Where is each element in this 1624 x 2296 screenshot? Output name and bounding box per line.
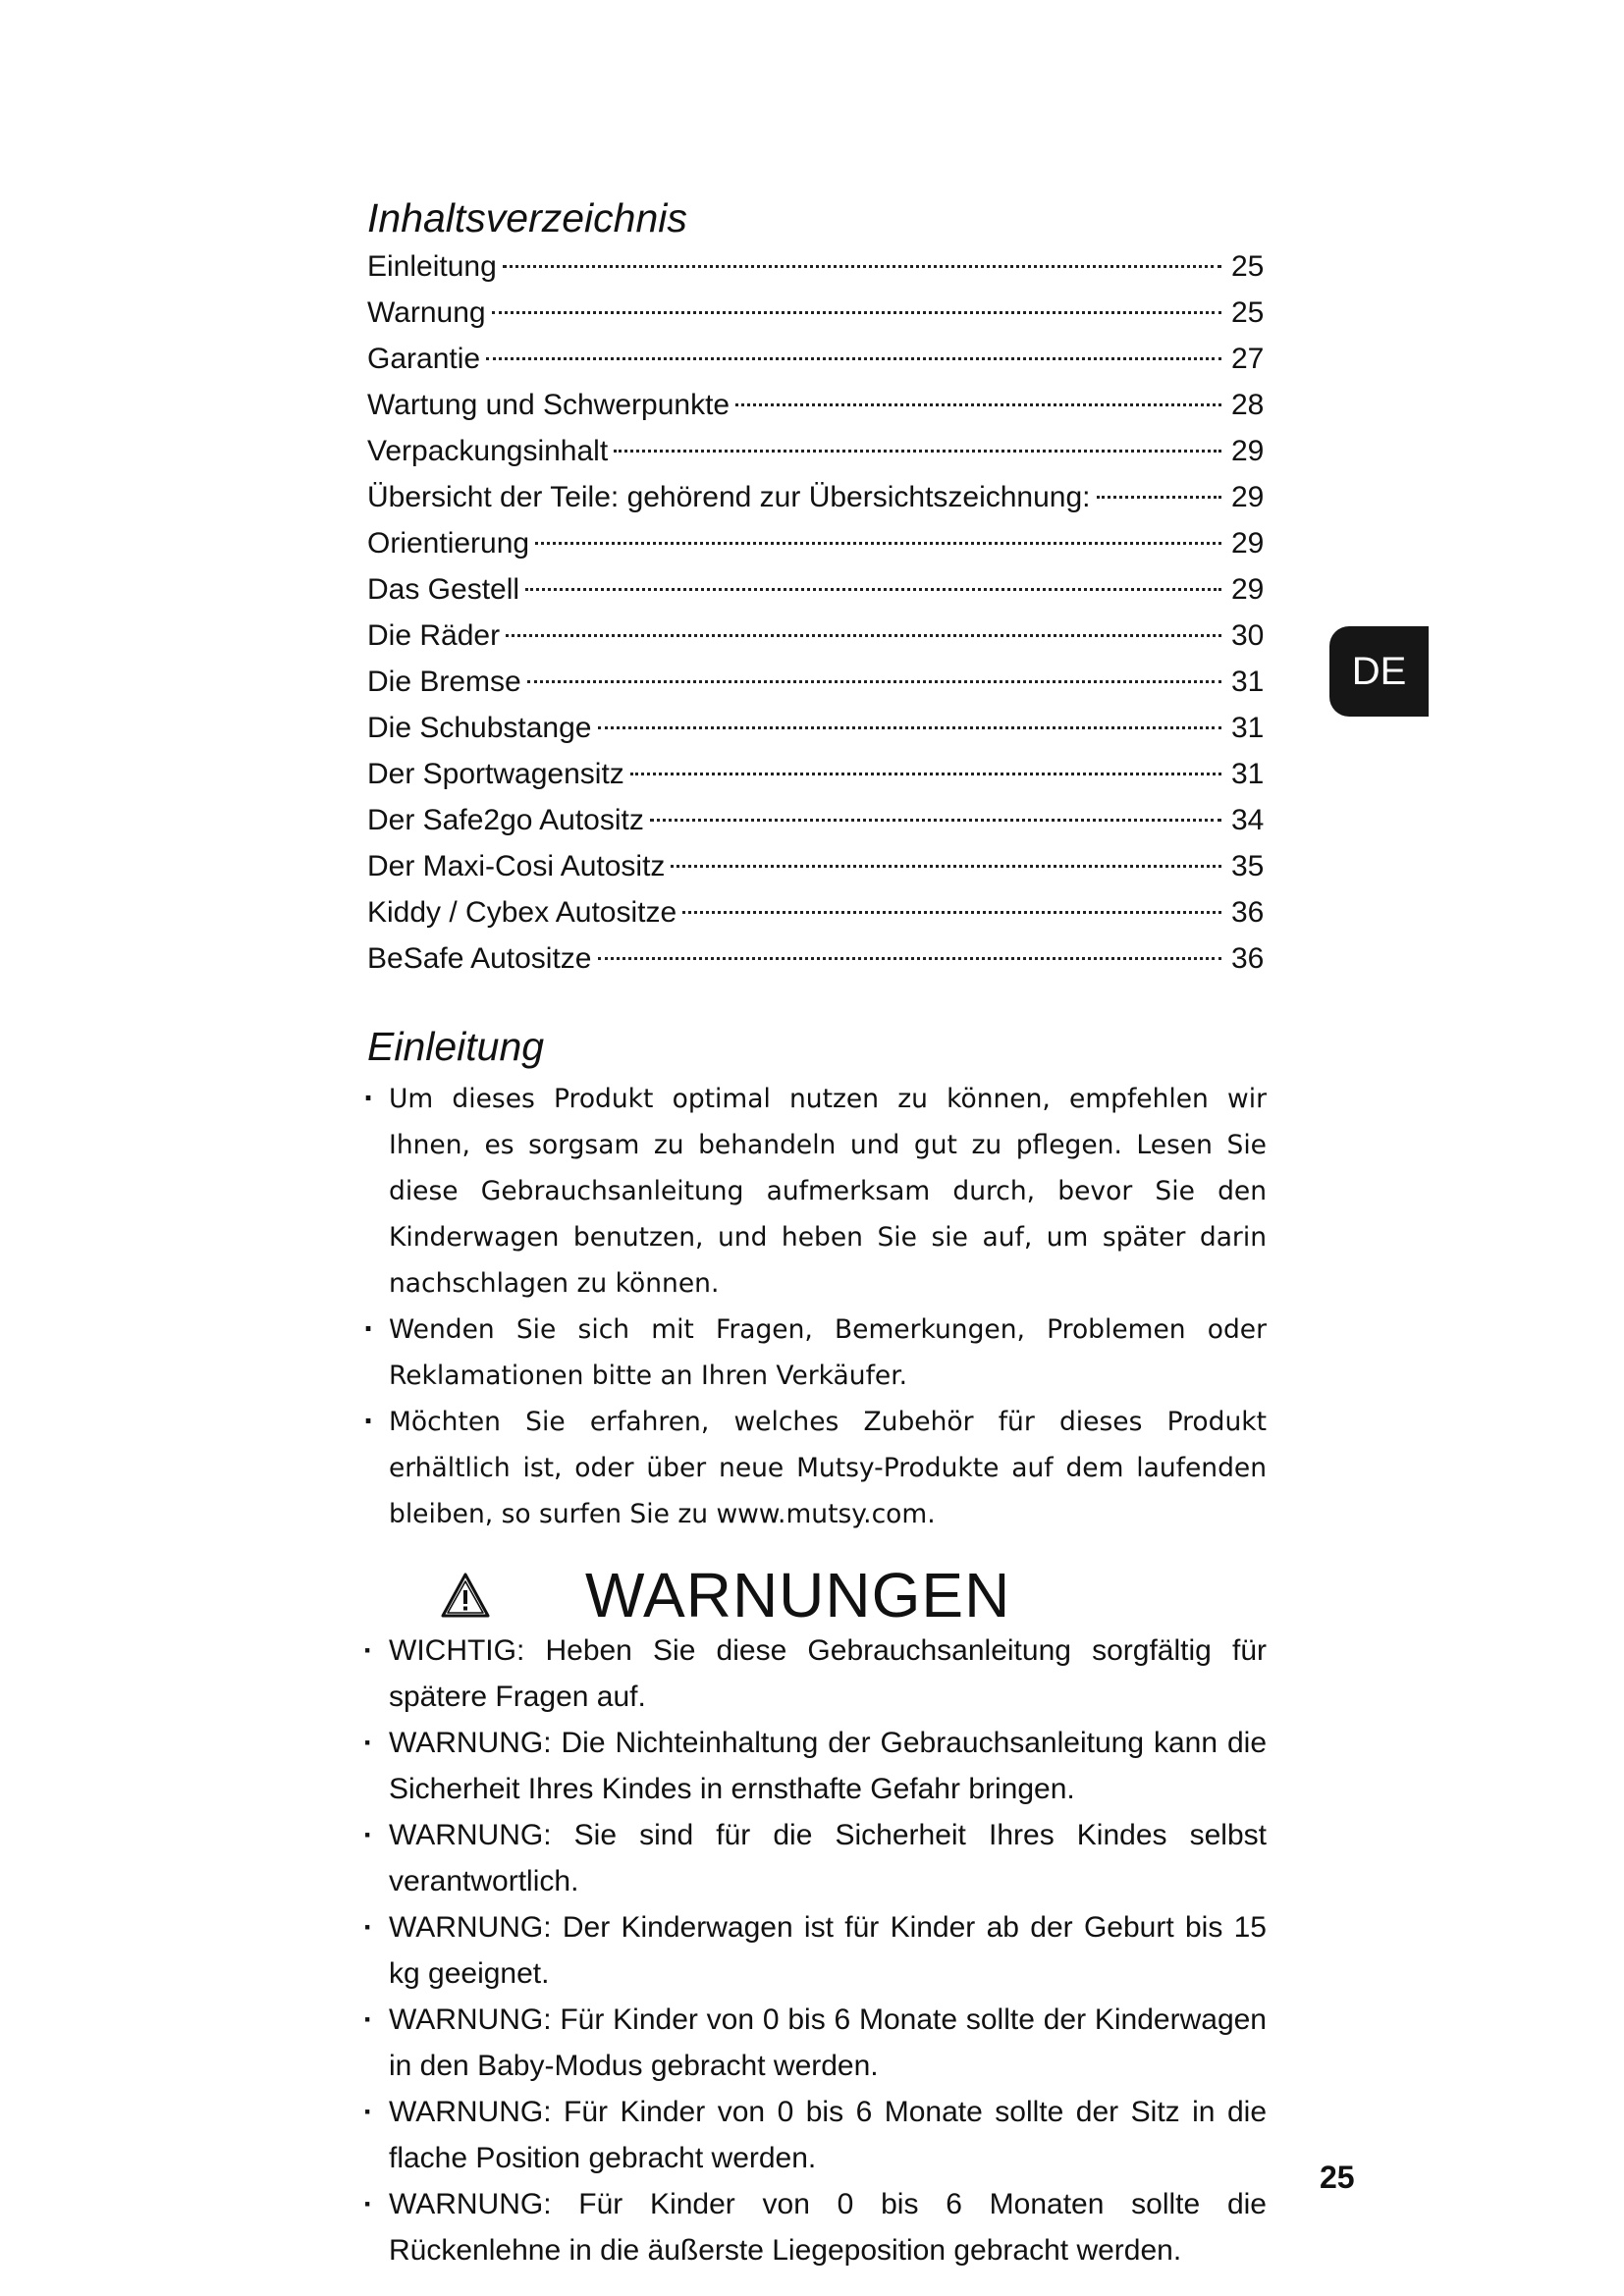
toc-entry-page: 27 <box>1231 343 1265 375</box>
dot-leader <box>598 957 1222 960</box>
toc-entry-page: 31 <box>1231 712 1265 744</box>
toc-entry-title: Das Gestell <box>367 573 520 606</box>
toc-entry-title: Der Maxi-Cosi Autositz <box>367 850 666 882</box>
toc-entry-wartung[interactable] <box>367 382 1263 428</box>
toc-entry-title: Der Sportwagensitz <box>367 758 624 790</box>
toc-entry-title: Einleitung <box>367 250 497 283</box>
toc-entry-besafe[interactable] <box>367 935 1263 982</box>
toc-entry-title: Die Bremse <box>367 666 521 698</box>
dot-leader <box>682 911 1221 914</box>
warning-item: · WARNUNG: Für Kinder von 0 bis 6 Monaten sollte die Rückenlehne in die äußerste Liegeposition gebracht werden. <box>363 2181 1267 2273</box>
toc-entry-title: Warnung <box>367 296 486 329</box>
toc-entry-safe2go[interactable] <box>367 797 1263 843</box>
toc-entry-page: 36 <box>1231 896 1265 929</box>
warning-item: · WARNUNG: Sie sind für die Sicherheit Ihres Kindes selbst verantwortlich. <box>363 1812 1267 1904</box>
intro-heading: Einleitung <box>367 1024 545 1069</box>
toc-entry-verpackungsinhalt[interactable] <box>367 428 1263 474</box>
dot-leader <box>630 773 1221 775</box>
toc-entry-sportwagensitz[interactable] <box>367 751 1263 797</box>
toc-entry-title: Der Safe2go Autositz <box>367 804 644 836</box>
intro-item: · Möchten Sie erfahren, welches Zubehör für dieses Produkt erhältlich ist, oder über neue Mutsy-Produkte auf dem laufenden bleiben, so surfen Sie zu www.mutsy.com. <box>363 1399 1267 1537</box>
intro-list <box>363 1076 1267 1537</box>
toc-entry-maxi-cosi[interactable] <box>367 843 1263 889</box>
dot-leader <box>1097 496 1221 499</box>
toc-entry-title: Orientierung <box>367 527 530 560</box>
toc-entry-page: 36 <box>1231 942 1265 975</box>
dot-leader <box>614 450 1221 453</box>
warning-item: · WARNUNG: Die Nichteinhaltung der Gebrauchsanleitung kann die Sicherheit Ihres Kindes in ernsthafte Gefahr bringen. <box>363 1720 1267 1812</box>
toc-entry-kiddy-cybex[interactable] <box>367 889 1263 935</box>
intro-item: · Um dieses Produkt optimal nutzen zu können, empfehlen wir Ihnen, es sorgsam zu behandeln und gut zu pflegen. Lesen Sie diese Gebrauchsanleitung aufmerksam durch, bevor Sie den Kinderwagen benutzen, und heben Sie sie auf, um später darin nachschlagen zu können. <box>363 1076 1267 1307</box>
intro-item: · Wenden Sie sich mit Fragen, Bemerkungen, Problemen oder Reklamationen bitte an Ihren Verkäufer. <box>363 1307 1267 1399</box>
warning-item: · WICHTIG: Heben Sie diese Gebrauchsanleitung sorgfältig für spätere Fragen auf. <box>363 1628 1267 1720</box>
dot-leader <box>527 680 1221 683</box>
toc-entry-page: 34 <box>1231 804 1265 836</box>
toc-entry-page: 28 <box>1231 389 1265 421</box>
warning-item: · WARNUNG: Für Kinder von 0 bis 6 Monate sollte der Sitz in die flache Position gebracht werden. <box>363 2089 1267 2181</box>
dot-leader <box>492 311 1221 314</box>
toc-entry-title: Übersicht der Teile: gehörend zur Übersichtszeichnung: <box>367 481 1091 513</box>
warnings-title <box>440 1556 1010 1634</box>
page-number: 25 <box>1320 2160 1355 2195</box>
toc-entry-title: Verpackungsinhalt <box>367 435 609 467</box>
warnings-title-text: WARNUNGEN <box>585 1560 1011 1630</box>
warnings-list <box>363 1628 1267 2273</box>
toc-entry-uebersicht[interactable] <box>367 474 1263 520</box>
toc-entry-page: 31 <box>1231 666 1265 698</box>
toc-entry-einleitung[interactable] <box>367 243 1263 290</box>
toc-entry-page: 29 <box>1231 527 1265 560</box>
toc-entry-title: Die Räder <box>367 619 501 652</box>
dot-leader <box>671 865 1221 868</box>
toc-entry-page: 25 <box>1231 296 1265 329</box>
toc-entry-orientierung[interactable] <box>367 520 1263 566</box>
toc-entry-page: 29 <box>1231 435 1265 467</box>
toc-entry-title: Garantie <box>367 343 481 375</box>
toc-entry-gestell[interactable] <box>367 566 1263 613</box>
dot-leader <box>650 819 1221 822</box>
toc-entry-title: Kiddy / Cybex Autositze <box>367 896 677 929</box>
dot-leader <box>735 403 1221 406</box>
toc-entry-page: 30 <box>1231 619 1265 652</box>
toc-entry-title: Wartung und Schwerpunkte <box>367 389 731 421</box>
toc-entry-page: 31 <box>1231 758 1265 790</box>
dot-leader <box>506 634 1221 637</box>
toc-entry-page: 35 <box>1231 850 1265 882</box>
dot-leader <box>598 726 1222 729</box>
dot-leader <box>525 588 1221 591</box>
toc-entry-schubstange[interactable] <box>367 705 1263 751</box>
toc-entry-garantie[interactable] <box>367 336 1263 382</box>
toc-entry-title: Die Schubstange <box>367 712 592 744</box>
toc-entry-bremse[interactable] <box>367 659 1263 705</box>
table-of-contents <box>367 243 1263 982</box>
toc-entry-warnung[interactable] <box>367 290 1263 336</box>
toc-heading: Inhaltsverzeichnis <box>367 195 687 240</box>
toc-entry-raeder[interactable] <box>367 613 1263 659</box>
toc-entry-page: 25 <box>1231 250 1265 283</box>
warning-item: · WARNUNG: Der Kinderwagen ist für Kinder ab der Geburt bis 15 kg geeignet. <box>363 1904 1267 1997</box>
dot-leader <box>535 542 1221 545</box>
warning-triangle-icon <box>440 1572 491 1619</box>
dot-leader <box>486 357 1221 360</box>
dot-leader <box>503 265 1221 268</box>
toc-entry-page: 29 <box>1231 481 1265 513</box>
toc-entry-page: 29 <box>1231 573 1265 606</box>
warning-item: · WARNUNG: Für Kinder von 0 bis 6 Monate sollte der Kinderwagen in den Baby-Modus gebracht werden. <box>363 1997 1267 2089</box>
language-tab: DE <box>1329 626 1429 717</box>
toc-entry-title: BeSafe Autositze <box>367 942 592 975</box>
